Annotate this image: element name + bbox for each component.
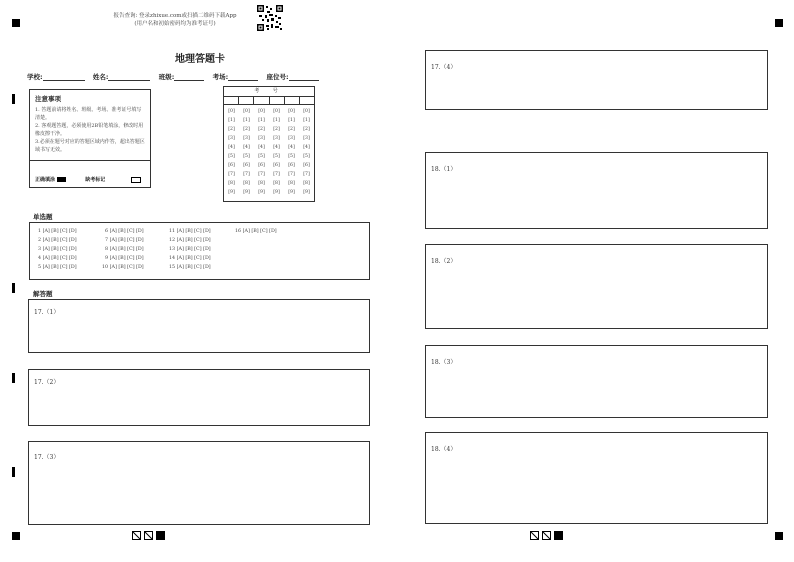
exam-room-label: 考场: (212, 73, 229, 81)
question-label: 18.（2） (431, 258, 457, 265)
digit-row[interactable]: [4] [4] [4] [4] [4] [4] (228, 145, 310, 150)
timing-mark (12, 467, 15, 477)
answer-box-18-4[interactable] (425, 432, 768, 524)
notice-divider (30, 160, 150, 161)
question-label: 17.（2） (34, 379, 60, 386)
qr-code-icon[interactable] (257, 5, 283, 31)
note-line-2: (用户名和初始密码均为准考证号) (134, 21, 216, 27)
mc-question[interactable]: 6 [A] [B] [C] [D] (105, 229, 144, 234)
mc-question[interactable]: 14 [A] [B] [C] [D] (169, 256, 211, 261)
timing-mark (12, 94, 15, 104)
mc-question[interactable]: 1 [A] [B] [C] [D] (38, 229, 77, 234)
seat-field[interactable] (289, 73, 319, 81)
mc-question[interactable]: 2 [A] [B] [C] [D] (38, 238, 77, 243)
digit-row[interactable]: [2] [2] [2] [2] [2] [2] (228, 127, 310, 132)
mc-section-title: 单选题 (33, 213, 53, 221)
answer-box-17-1[interactable] (28, 299, 370, 353)
question-label: 18.（4） (431, 446, 457, 453)
slash-box-icon (132, 531, 141, 540)
notice-title: 注意事项 (35, 95, 61, 103)
mc-question[interactable]: 7 [A] [B] [C] [D] (105, 238, 144, 243)
mc-question[interactable]: 9 [A] [B] [C] [D] (105, 256, 144, 261)
digit-row[interactable]: [9] [9] [9] [9] [9] [9] (228, 190, 310, 195)
question-label: 17.（4） (431, 64, 457, 71)
answer-box-17-2[interactable] (28, 369, 370, 426)
slash-box-icon (144, 531, 153, 540)
slash-box-icon (542, 531, 551, 540)
question-label: 18.（1） (431, 166, 457, 173)
mc-question[interactable]: 10 [A] [B] [C] [D] (102, 265, 144, 270)
digit-row[interactable]: [6] [6] [6] [6] [6] [6] (228, 163, 310, 168)
digit-row[interactable]: [3] [3] [3] [3] [3] [3] (228, 136, 310, 141)
absent-mark-label: 缺考标记 (85, 177, 106, 183)
timing-mark (12, 373, 15, 383)
notice-item: 2. 客观题答题，必须使用2B铅笔填涂，修改时用橡皮擦干净。 (35, 123, 144, 137)
corner-mark (12, 19, 20, 27)
notice-item: 1. 答题前请将姓名、班级、考场、准考证号填写清楚。 (35, 107, 142, 121)
mc-question[interactable]: 11 [A] [B] [C] [D] (169, 229, 211, 234)
answer-box-18-2[interactable] (425, 244, 768, 329)
digit-row[interactable]: [5] [5] [5] [5] [5] [5] (228, 154, 310, 159)
filled-box-icon (554, 531, 563, 540)
answer-box-18-1[interactable] (425, 152, 768, 229)
slash-box-icon (530, 531, 539, 540)
student-info-row (27, 72, 372, 81)
mc-question[interactable]: 12 [A] [B] [C] [D] (169, 238, 211, 243)
note-line-1: 报告查询: 登录zhixue.com或扫描二维码下载App (113, 13, 237, 19)
digit-row[interactable]: [8] [8] [8] [8] [8] [8] (228, 181, 310, 186)
mc-question[interactable]: 4 [A] [B] [C] [D] (38, 256, 77, 261)
mc-question[interactable]: 3 [A] [B] [C] [D] (38, 247, 77, 252)
answer-box-17-4[interactable] (425, 50, 768, 110)
notice-list (35, 106, 145, 154)
exam-number-label: 考 号 (224, 87, 314, 97)
digit-row[interactable]: [7] [7] [7] [7] [7] [7] (228, 172, 310, 177)
filled-box-icon (156, 531, 165, 540)
mc-question[interactable]: 16 [A] [B] [C] [D] (235, 229, 277, 234)
corner-mark (775, 532, 783, 540)
correct-fill-label: 正确填涂 (35, 177, 56, 183)
absent-mark-box[interactable] (131, 177, 141, 183)
exam-room-field[interactable] (228, 73, 258, 81)
school-label: 学校: (27, 73, 43, 81)
page-marker (132, 531, 165, 540)
notice-box (29, 89, 151, 188)
name-field[interactable] (108, 73, 150, 81)
mc-question[interactable]: 5 [A] [B] [C] [D] (38, 265, 77, 270)
mc-question[interactable]: 15 [A] [B] [C] [D] (169, 265, 211, 270)
question-label: 17.（3） (34, 454, 60, 461)
mc-question[interactable]: 13 [A] [B] [C] [D] (169, 247, 211, 252)
answer-box-17-3[interactable] (28, 441, 370, 525)
exam-number-grid (223, 86, 315, 202)
exam-number-write-row[interactable] (224, 96, 314, 104)
page-marker (530, 531, 563, 540)
answer-box-18-3[interactable] (425, 345, 768, 418)
mc-question[interactable]: 8 [A] [B] [C] [D] (105, 247, 144, 252)
digit-row[interactable]: [1] [1] [1] [1] [1] [1] (228, 118, 310, 123)
essay-section-title: 解答题 (33, 290, 53, 298)
filled-mark-icon (57, 177, 66, 182)
timing-mark (12, 283, 15, 293)
page-title: 地理答题卡 (175, 54, 225, 65)
class-label: 班级: (158, 73, 175, 81)
digit-row[interactable]: [0] [0] [0] [0] [0] [0] (228, 109, 310, 114)
name-label: 姓名: (92, 73, 109, 81)
question-label: 18.（3） (431, 359, 457, 366)
seat-label: 座位号: (266, 73, 289, 81)
mc-answer-box (29, 222, 370, 280)
question-label: 17.（1） (34, 309, 60, 316)
report-query-note (100, 12, 250, 28)
school-field[interactable] (43, 73, 85, 81)
corner-mark (775, 19, 783, 27)
fill-legend (35, 176, 141, 183)
notice-item: 3.必须在题号对应的答题区域内作答，超出答题区域书写无效。 (35, 139, 145, 153)
class-field[interactable] (174, 73, 204, 81)
corner-mark (12, 532, 20, 540)
